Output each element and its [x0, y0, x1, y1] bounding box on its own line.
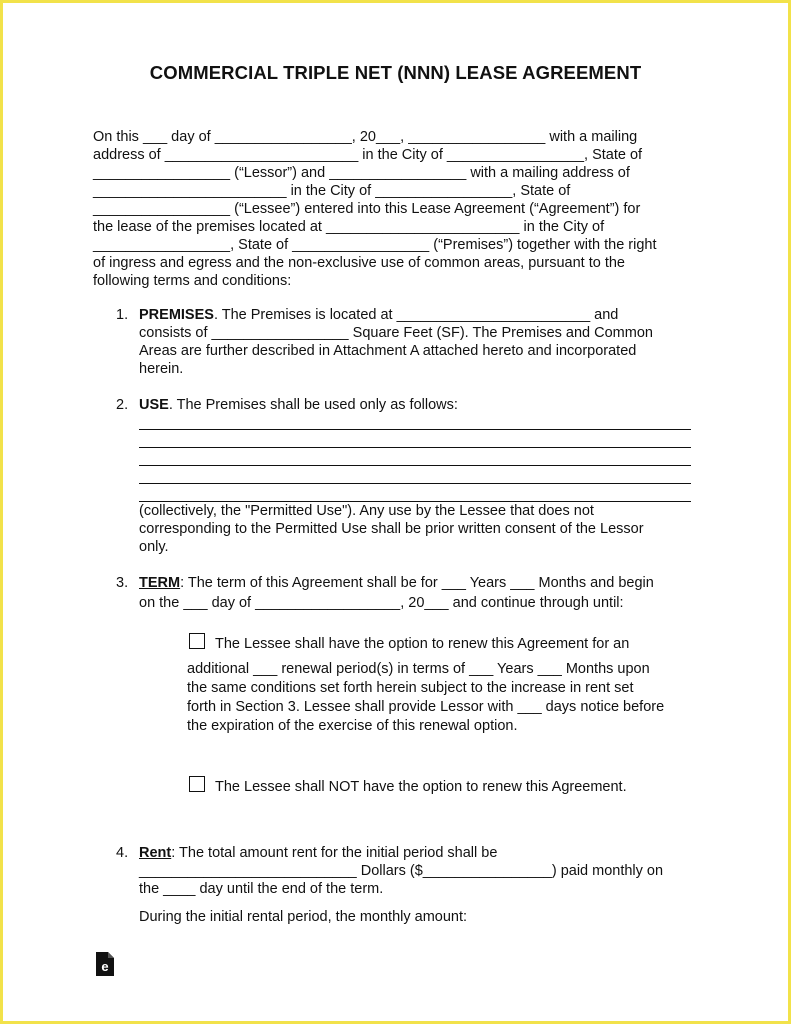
section-paragraph: During the initial rental period, the monthly amount: — [139, 909, 468, 925]
blank-line[interactable] — [139, 465, 691, 466]
section-body — [139, 502, 704, 556]
intro-paragraph — [93, 128, 703, 290]
blank-line[interactable] — [139, 447, 691, 448]
section-line: Areas are further described in Attachment A attached hereto and incorporated — [139, 343, 637, 359]
option-line: The Lessee shall have the option to renew this Agreement for an — [215, 636, 630, 652]
section-line: on the ___ day of __________________, 20___ and continue through until: — [139, 595, 624, 611]
intro-line: the lease of the premises located at ________________________ in the City of — [93, 219, 605, 235]
intro-line: ________________________ in the City of _________________, State of — [93, 183, 571, 199]
section-text: : The total amount rent for the initial period shall be — [171, 845, 498, 861]
section-heading: TERM — [139, 575, 181, 591]
option-line: the same conditions set forth herein subject to the increase in rent set — [187, 680, 634, 696]
section-number: 4. — [116, 845, 129, 861]
option-line: additional ___ renewal period(s) in terms of ___ Years ___ Months upon — [187, 661, 650, 677]
intro-line: _________________ (“Lessee”) entered into this Lease Agreement (“Agreement”) for — [93, 201, 641, 217]
section-line: the ____ day until the end of the term. — [139, 881, 384, 897]
section-number: 1. — [116, 307, 129, 323]
intro-line: address of ________________________ in the City of _________________, State of — [93, 147, 643, 163]
section-heading: Rent — [139, 845, 172, 861]
section-number: 2. — [116, 397, 129, 413]
section-line: herein. — [139, 361, 184, 377]
section-body — [139, 574, 704, 612]
section-body — [139, 306, 704, 378]
section-text: : The term of this Agreement shall be for ___ Years ___ Months and begin — [180, 575, 654, 591]
blank-line[interactable] — [139, 483, 691, 484]
section-first-line — [139, 574, 704, 592]
document-logo-icon — [96, 952, 114, 976]
logo-letter: e — [101, 959, 109, 974]
renew-option — [187, 635, 707, 736]
option-line: The Lessee shall NOT have the option to renew this Agreement. — [215, 779, 627, 795]
section-line: (collectively, the "Permitted Use"). Any use by the Lessee that does not — [139, 503, 594, 519]
section-line: only. — [139, 539, 169, 555]
blank-line[interactable] — [139, 429, 691, 430]
section-body — [139, 396, 704, 414]
section-number: 3. — [116, 575, 129, 591]
section-line: consists of _________________ Square Feet (SF). The Premises and Common — [139, 325, 653, 341]
intro-line: On this ___ day of _________________, 20___, _________________ with a mailing — [93, 129, 638, 145]
section-heading: PREMISES — [139, 307, 214, 323]
intro-line: following terms and conditions: — [93, 273, 292, 289]
section-line: corresponding to the Permitted Use shall be prior written consent of the Lessor — [139, 521, 644, 537]
option-line: the expiration of the exercise of this renewal option. — [187, 718, 518, 734]
section-line: ___________________________ Dollars ($________________) paid monthly on — [139, 863, 664, 879]
document-logo-icon — [96, 952, 114, 976]
intro-line: of ingress and egress and the non-exclusive use of common areas, pursuant to the — [93, 255, 625, 271]
document-title: COMMERCIAL TRIPLE NET (NNN) LEASE AGREEMENT — [149, 62, 642, 83]
section-first-line — [139, 306, 704, 324]
section-first-line — [139, 396, 704, 414]
section-body — [139, 844, 704, 926]
intro-line: _________________ (“Lessor”) and _________________ with a mailing address of — [93, 165, 630, 181]
option-line: forth in Section 3. Lessee shall provide Lessor with ___ days notice before — [187, 699, 665, 715]
section-heading: USE — [139, 397, 169, 413]
section-first-line — [139, 844, 704, 862]
no-renew-option — [187, 778, 707, 797]
section-text: . The Premises shall be used only as follows: — [168, 397, 458, 413]
section-text: . The Premises is located at ________________________ and — [213, 307, 619, 323]
intro-line: _________________, State of _________________ (“Premises”) together with the right — [93, 237, 657, 253]
